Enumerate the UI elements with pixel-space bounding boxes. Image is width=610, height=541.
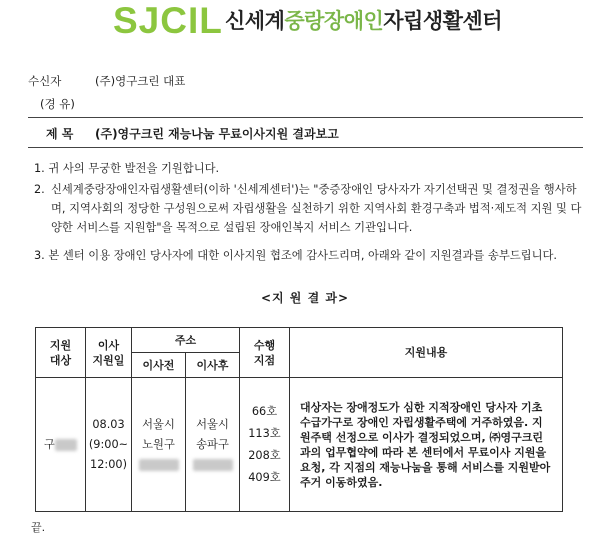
paragraph-3: 3. 본 센터 이용 장애인 당사자에 대한 이사지원 협조에 감사드리며, 아래와 같이 지원결과를 송부드립니다. (34, 249, 557, 262)
paragraph-2-text: 신세계중랑장애인자립생활센터(이하 '신세계센터')는 "중증장애인 당사자가 자기선택권 및 결정권을 행사하며, 지역사회의 정당한 구성원으로써 자립생활을 실천하기 위한 지역사회 환경구축과 법적·제도적 지원 및 다양한 서비스를 지원함"을 목적으로 설립된 장애인복지 서비스 기관입니다. (51, 183, 582, 234)
branch-1: 66호 (251, 404, 278, 418)
paragraph-2-number: 2. (34, 183, 45, 196)
end-mark: 끝. (31, 521, 46, 534)
to-line-1: 서울시 (196, 417, 229, 431)
date-line-2: (9:00~ (88, 437, 129, 451)
branch-4: 409호 (248, 470, 281, 484)
redacted-address-to (193, 459, 233, 471)
from-line-2: 노원구 (142, 437, 175, 451)
recipient-label: 수신자 (28, 74, 62, 88)
via-label: (경 유) (40, 97, 75, 111)
table-row (36, 378, 563, 512)
recipient-value: (주)영구크린 대표 (95, 74, 186, 88)
subject-label: 제 목 (46, 127, 74, 141)
header-address-from: 이사전 (132, 353, 186, 378)
address-from-cell (132, 378, 186, 512)
organization-name: 신세계중랑장애인자립생활센터 (225, 9, 503, 33)
to-line-2: 송파구 (196, 437, 229, 451)
header-branch: 수행 지점 (240, 328, 290, 378)
address-to-cell (186, 378, 240, 512)
header-address: 주소 (132, 328, 240, 353)
header-address-to: 이사후 (186, 353, 240, 378)
redacted-address-from (139, 459, 179, 471)
header-target: 지원 대상 (36, 328, 86, 378)
from-line-1: 서울시 (142, 417, 175, 431)
header-content: 지원내용 (290, 328, 563, 378)
sjcil-logo: SJCIL (113, 0, 223, 41)
redacted-name (55, 439, 77, 451)
target-prefix: 구 (44, 438, 55, 451)
subject-bottom-rule (28, 147, 583, 148)
content-cell: 대상자는 장애정도가 심한 지적장애인 당사자 기초수급가구로 장애인 자립생활주택에 거주하였음. 지원주택 선정으로 이사가 결정되었으며, ㈜영구크린과의 업무협약에 따라 본 센터에서 무료이사 지원을 요청, 각 지점의 재능나눔을 통해 서비스를 지원받아 주거 이동하였음. (290, 378, 563, 512)
target-cell (36, 378, 86, 512)
branch-cell (240, 378, 290, 512)
date-line-1: 08.03 (92, 417, 125, 431)
paragraph-1: 1. 귀 사의 무궁한 발전을 기원합니다. (34, 162, 220, 175)
result-table (35, 327, 563, 512)
date-line-3: 12:00) (90, 457, 127, 471)
branch-2: 113호 (248, 426, 281, 440)
subject-value: (주)영구크린 재능나눔 무료이사지원 결과보고 (95, 127, 339, 141)
date-cell (86, 378, 132, 512)
result-section-title: <지 원 결 과> (260, 291, 349, 305)
letterhead (0, 0, 610, 46)
subject-top-rule (28, 117, 583, 118)
header-date: 이사 지원일 (86, 328, 132, 378)
branch-3: 208호 (248, 448, 281, 462)
